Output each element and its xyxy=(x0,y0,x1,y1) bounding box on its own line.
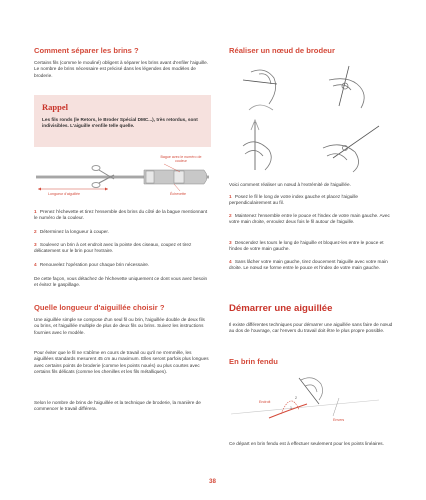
knot-step-1-number: 1 xyxy=(229,194,232,199)
knot-step-4 xyxy=(229,259,396,272)
knot-illustration xyxy=(229,60,396,178)
knot-panel-3 xyxy=(243,120,271,170)
knot-step-3-number: 3 xyxy=(229,240,232,245)
knot-step-2 xyxy=(229,213,396,226)
knot-step-3-text: Descendez les tours le long de l'aiguille et bloquez-les entre le pouce et l'index de votre main gauche. xyxy=(229,240,384,252)
bague-label: Bague avec le numéro de couleur xyxy=(160,155,202,164)
outro-paragraph: De cette façon, vous détachez de l'échevette uniquement ce dont vous avez besoin et évitez le gaspillage. xyxy=(34,276,208,288)
knot-intro: Voici comment réaliser un nœud à l'extrémité de l'aiguillée. xyxy=(229,182,351,187)
knot-step-3 xyxy=(229,240,396,253)
length-para-1: Une aiguillée simple se compose d'un seul fil ou brin, l'aiguillée double de deux fils ou brins, et l'aiguillée multiple de plus de deux fils ou brins. Suivez les instructions fournies avec le modèle. xyxy=(34,317,205,335)
step-3 xyxy=(34,242,211,255)
knot-step-2-number: 2 xyxy=(229,213,232,218)
step-4 xyxy=(34,262,211,268)
step-1-number: 1 xyxy=(34,209,37,214)
knot-step-2-text: Maintenez l'ensemble entre le pouce et l'index de votre main gauche. Avec votre main droite, enroulez deux fois le fil autour de l'aiguille. xyxy=(229,213,390,225)
rappel-title: Rappel xyxy=(42,102,68,112)
intro-paragraph: Certains fils (comme le mouliné) obligent à séparer les brins avant d'enfiler l'aiguille. Le nombre de brins nécessaire est précisé dans les légendes des modèles de broderie. xyxy=(34,60,209,78)
split-stitch-diagram xyxy=(229,370,396,430)
step-2-number: 2 xyxy=(34,229,37,234)
step-3-text: Soulevez un brin à cet endroit avec la pointe des ciseaux, coupez et tirez délicatement sur le brin pour l'extraire. xyxy=(34,242,192,254)
endroit-label: Endroit xyxy=(259,400,271,404)
heading-separate-strands: Comment séparer les brins ? xyxy=(34,46,139,55)
hand-icon xyxy=(299,378,323,404)
knot-step-1-text: Posez le fil le long de votre index gauche et placez l'aiguille perpendiculairement au fil. xyxy=(229,194,359,206)
point-1-label: 1 xyxy=(290,406,292,410)
heading-split-stitch: En brin fendu xyxy=(229,357,278,366)
step-1-text: Prenez l'échevette et tirez l'ensemble des brins du côté de la bague mentionnant le numéro de la couleur. xyxy=(34,209,208,221)
knot-step-1 xyxy=(229,194,396,207)
page-number: 38 xyxy=(209,478,216,485)
rappel-text: Les fils ronds (le Retors, le Broder Spécial DMC...), très retordus, sont indivisibles. L'aiguille s'enfile telle quelle. xyxy=(42,117,198,129)
envers-label: Envers xyxy=(333,418,345,422)
heading-length: Quelle longueur d'aiguillée choisir ? xyxy=(34,303,165,312)
step-1 xyxy=(34,209,211,222)
echevette-label: Échevette xyxy=(170,192,186,196)
longueur-label: Longueur d'aiguillée xyxy=(48,192,81,196)
step-2-text: Déterminez la longueur à couper. xyxy=(39,229,109,234)
rappel-box xyxy=(34,95,211,147)
knot-step-4-number: 4 xyxy=(229,259,232,264)
length-para-2: Pour éviter que le fil ne s'abîme en cours de travail ou qu'il ne s'emmêle, les aiguillées standards mesurent 45 cm au maximum. Elles seront parfois plus longues avec certains points de broderie (comme les points noués) ou plus courtes avec certains fils délicats (comme les chenilles et les fils métalliques). xyxy=(34,350,209,374)
heading-start-thread: Démarrer une aiguillée xyxy=(229,303,333,314)
knot-panel-2 xyxy=(329,66,364,108)
step-3-number: 3 xyxy=(34,242,37,247)
knot-panel-4 xyxy=(323,126,379,172)
heading-knot: Réaliser un nœud de brodeur xyxy=(229,46,335,55)
start-thread-para: Il existe différentes techniques pour démarrer une aiguillée sans faire de nœud au dos de l'ouvrage, car l'envers du travail doit être le plus propre possible. xyxy=(229,322,393,334)
point-2-label: 2 xyxy=(295,396,297,400)
step-4-text: Renouvelez l'opération pour chaque brin nécessaire. xyxy=(39,262,150,267)
knot-step-4-text: Sans lâcher votre main gauche, tirez doucement l'aiguille avec votre main droite. Le nœud se forme entre le pouce et l'index de votre main gauche. xyxy=(229,259,388,271)
length-para-3: Selon le nombre de brins de l'aiguillée et la technique de broderie, la manière de commencer le travail différera. xyxy=(34,400,201,412)
step-4-number: 4 xyxy=(34,262,37,267)
split-stitch-para: Ce départ en brin fendu est à effectuer seulement pour les points linéaires. xyxy=(229,441,384,446)
step-2 xyxy=(34,229,211,235)
knot-panel-1 xyxy=(243,70,277,110)
